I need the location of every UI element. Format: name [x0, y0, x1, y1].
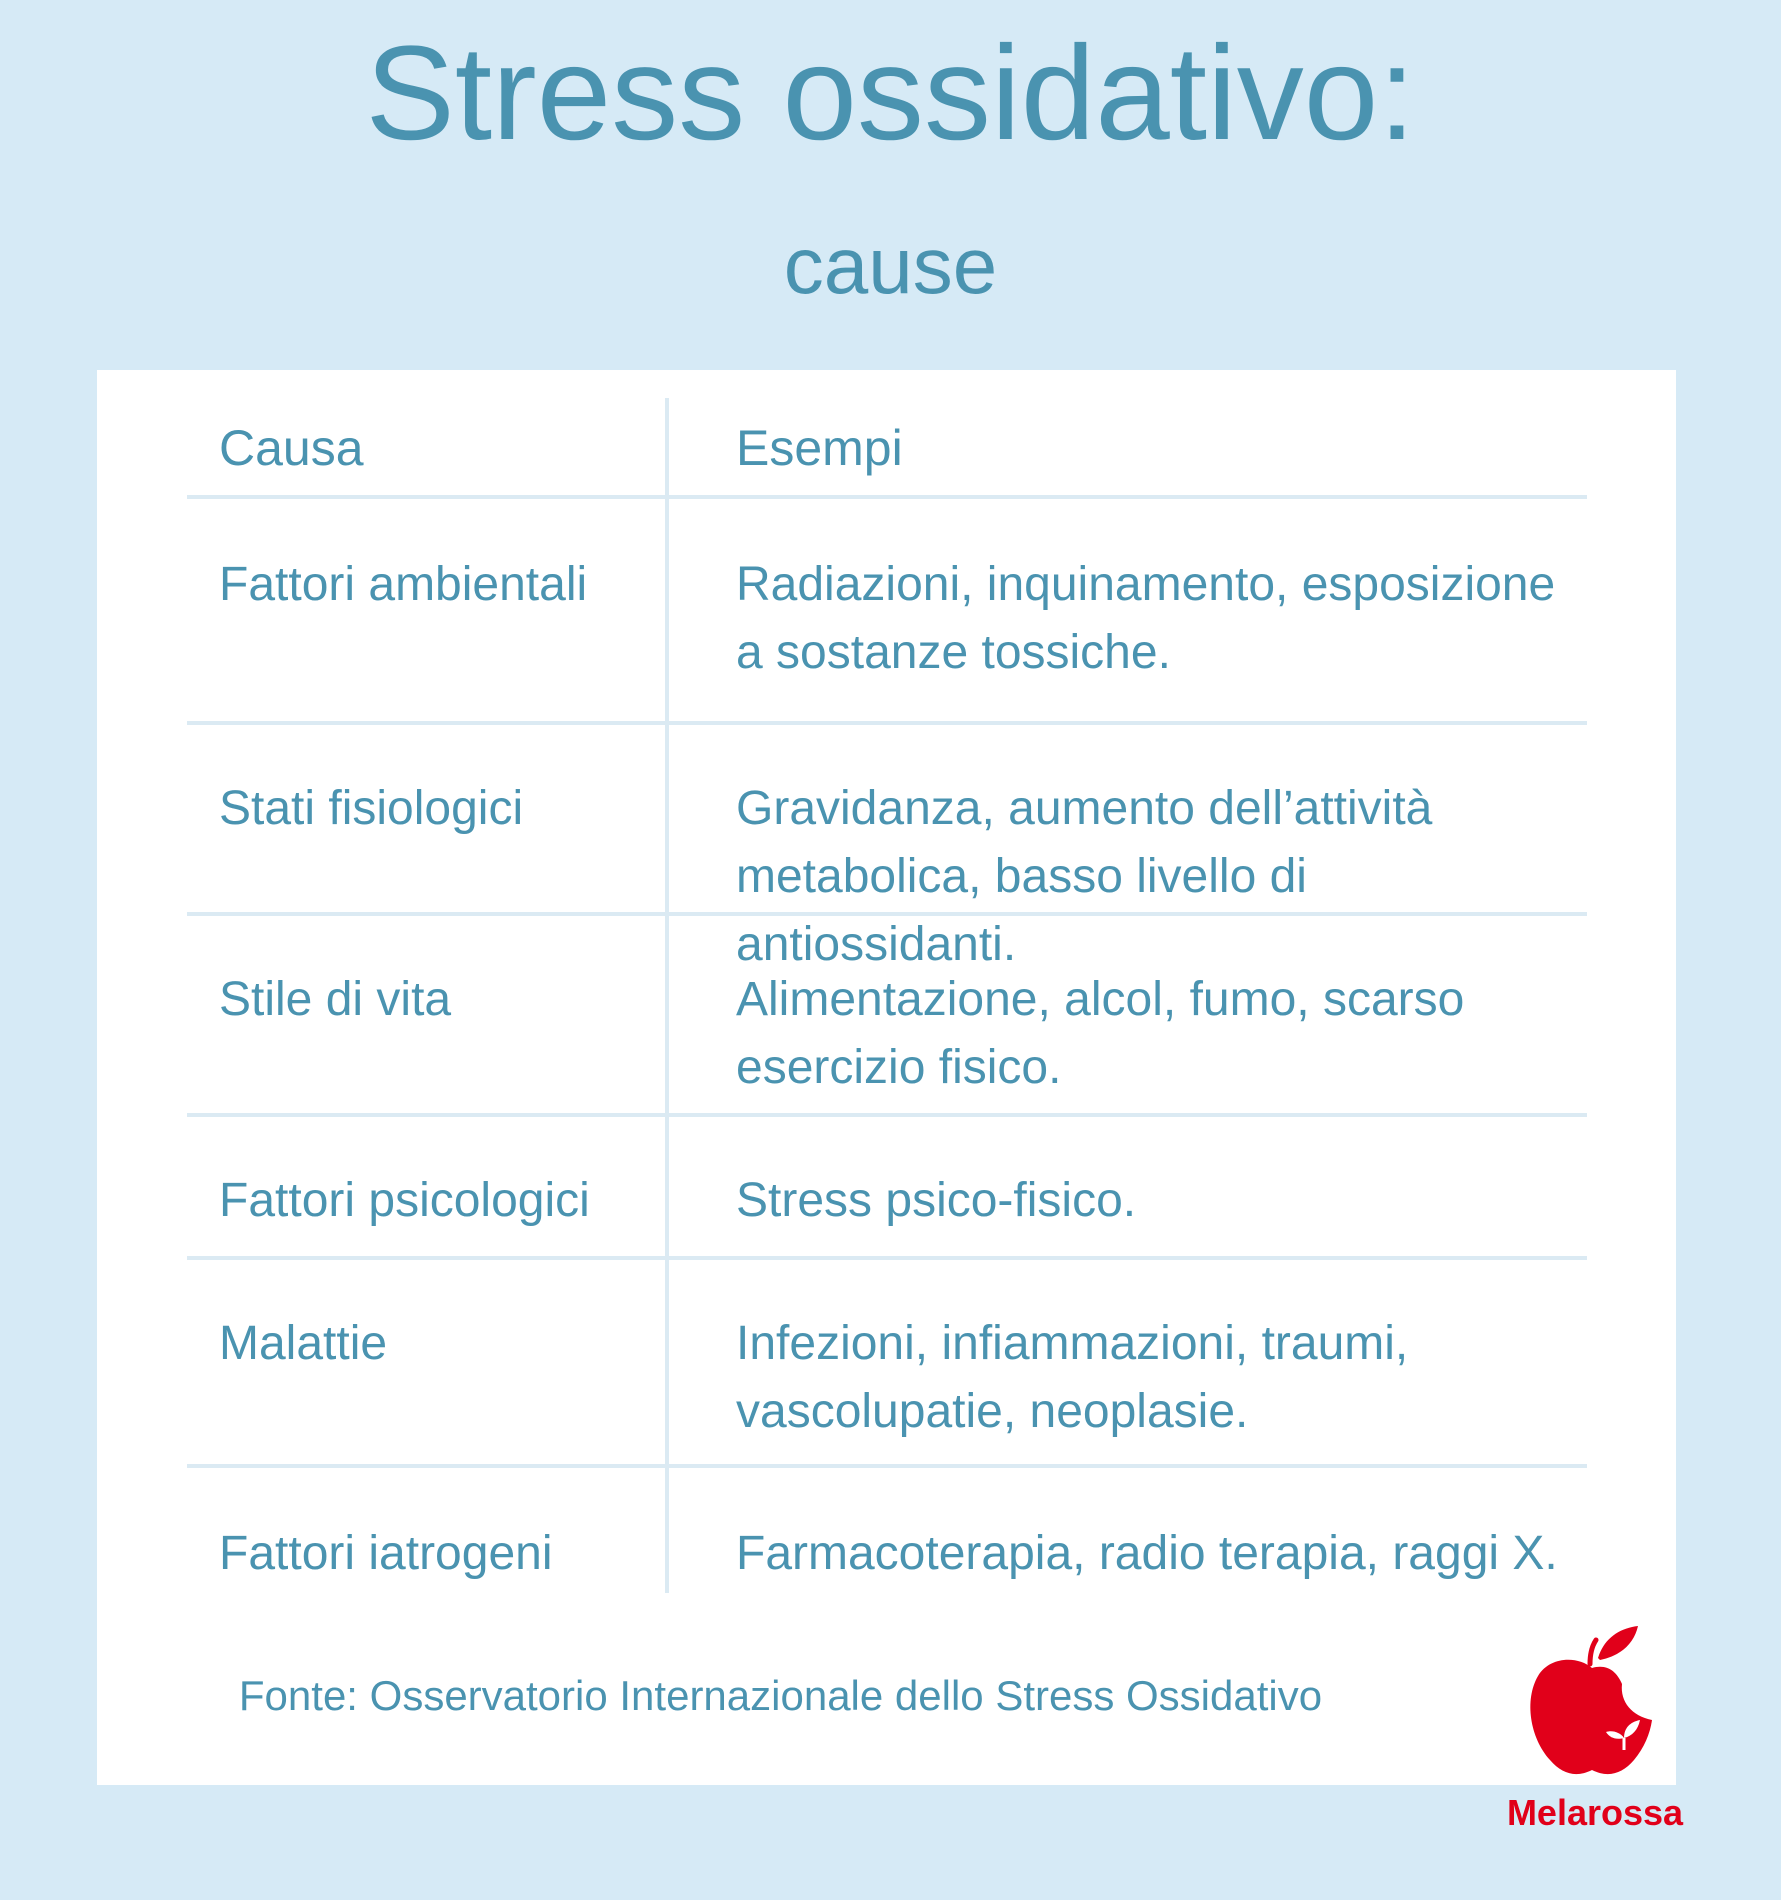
brand-name: Melarossa: [1506, 1792, 1684, 1833]
table-header-row: [187, 398, 1587, 499]
cell-causa: Fattori iatrogeni: [219, 1527, 553, 1580]
table-row: [187, 499, 1587, 725]
cell-esempi: Gravidanza, aumento dell’attività metabolica, basso livello di antiossidanti.: [736, 782, 1433, 971]
cell-esempi: Stress psico-fisico.: [736, 1174, 1137, 1227]
cell-causa: Malattie: [219, 1317, 388, 1370]
page-subtitle: cause: [783, 221, 998, 310]
table-row: [187, 725, 1587, 971]
brand-logo: [1490, 1620, 1700, 1850]
cell-esempi: Infezioni, infiammazioni, traumi, vascolupatie, neoplasie.: [736, 1317, 1409, 1438]
cell-esempi: Radiazioni, inquinamento, esposizione a sostanze tossiche.: [736, 558, 1556, 679]
table-card: [97, 370, 1676, 1785]
apple-logo-icon: [1520, 1620, 1670, 1780]
page-title: Stress ossidativo:: [365, 19, 1416, 168]
table-row: [187, 916, 1587, 1117]
table-row: [187, 1117, 1587, 1260]
cell-esempi: Alimentazione, alcol, fumo, scarso esercizio fisico.: [736, 973, 1465, 1094]
table-row: [187, 1468, 1587, 1588]
source-note: Fonte: Osservatorio Internazionale dello Stress Ossidativo: [238, 1672, 1323, 1719]
cell-causa: Fattori psicologici: [219, 1174, 590, 1227]
causes-table: [187, 398, 1587, 1588]
cell-causa: Stati fisiologici: [219, 782, 524, 835]
cell-causa: Stile di vita: [219, 973, 452, 1026]
cell-esempi: Farmacoterapia, radio terapia, raggi X.: [736, 1527, 1558, 1580]
cell-causa: Fattori ambientali: [219, 558, 588, 611]
column-header-esempi: Esempi: [736, 420, 903, 476]
column-header-causa: Causa: [219, 420, 364, 476]
table-row: [187, 1260, 1587, 1468]
